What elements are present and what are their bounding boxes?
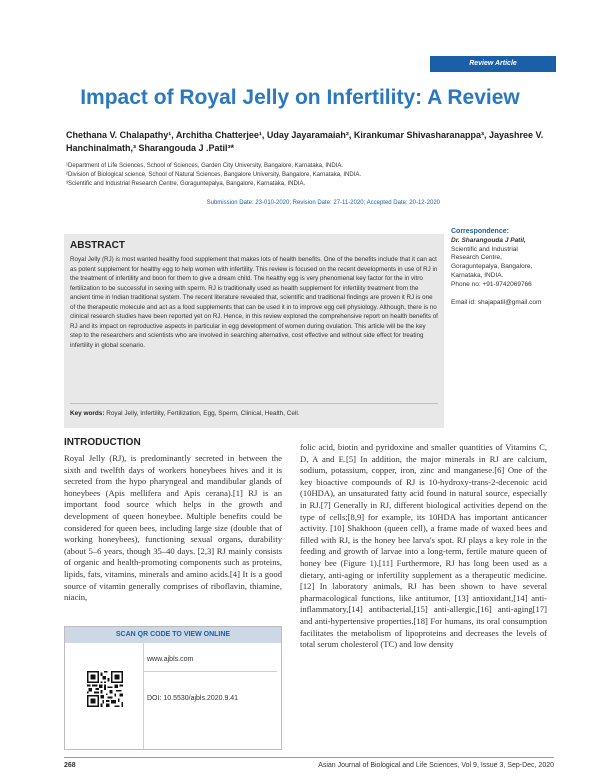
correspondence-email[interactable]: Email id: shajapatil@gmail.com [451,298,542,306]
article-type-badge: Review Article [430,56,556,72]
abstract-text: Royal Jelly (RJ) is most wanted healthy food supplement that makes lots of health benefits. One of the benefits include that it can act as potent supplement for healthy egg to help women with infertility. This review is focused on the recent developments in use of RJ in the treatment of infertility and boon for them to give a dream child. The healthy egg is very phenomenal key factor for the in vitro fertilization to be successful in sexing with sperm. RJ is traditionally used as health supplement for infertility treatment from the ancient time in Indian traditional system. The recent literature revealed that, scientific and traditional findings are proven it RJ is one of the therapeutic molecule and act as a food supplements that can be used it in to improve egg cell physiology. Although, there is no clinical research studies have been reported yet on RJ. Hence, in this review explored the comprehensive report on health benefits of RJ and its impact on reproductive aspects in particular in egg development of women during ovulation. This article will be the key step to the researchers and scientists who are involved in searching alternative, cost effective and without side effect for treating infertility in global scenario. [70,256,438,349]
affiliation-item: ²Division of Biological science, School of Natural Sciences, Bangalore University, Bangalore, Karnataka, INDIA. [66,172,362,178]
introduction-heading: INTRODUCTION [64,437,141,448]
qr-heading: SCAN QR CODE TO VIEW ONLINE [65,627,281,643]
correspondence-heading: Correspondence: [451,228,509,235]
doi-link[interactable]: DOI: 10.5530/ajbls.2020.9.41 [147,695,239,702]
keywords-text: Royal Jelly, Infertility, Fertilization, Egg, Sperm, Clinical, Health, Cell. [106,410,300,417]
intro-right-column: folic acid, biotin and pyridoxine and smaller quantities of Vitamins C, D, A and E.[5] In addition, the major minerals in RJ are calcium, sodium, potassium, copper, iron, zinc and manganese.[6] One of the key bioactive compounds of RJ is 10-hydroxy-trans-2-decenoic acid (10HDA), an unsaturated fatty acid found in natural source, especially in RJ.[7] Generally in RJ, different biological activities depend on the type of cells;[8,9] for example, its 10HDA has important anticancer activity. [10] Shakhoon (queen cell), a frame made of waxed bees and filled with RJ, is the honey bee larva's spot. RJ plays a key role in the feeding and growth of larvae into a long-term, fertile mature queen of honey bee (Figure 1).[11] Furthermore, RJ has long been used as a dietary, anti-aging or infertility supplement as a therapeutic medicine.[12] In laboratory animals, RJ has been shown to have several pharmacological functions, like antitumor, [13] antioxidant,[14] anti-inflammatory,[14] antibacterial,[15] anti-allergic,[16] anti-aging[17] and anti-hypertensive properties.[18] For humans, its oral consumption facilitates the metabolism of lipoproteins and decreases the levels of total serum cholesterol (TC) and low density [300,442,547,650]
qr-code-icon[interactable] [87,671,123,707]
abstract-box [64,234,444,428]
correspondence-address: Scientific and Industrial Research Centre, Goraguntepalya, Bangalore, Karnataka, INDIA. [451,245,533,279]
keywords-label: Key words: [70,410,105,417]
affiliation-list [66,162,550,189]
abstract-divider [70,403,438,404]
correspondence-name: Dr. Sharangouda J Patil, [451,236,526,244]
journal-citation: Asian Journal of Biological and Life Sciences, Vol 9, Issue 3, Sep-Dec, 2020 [318,762,554,769]
affiliation-item: ¹Department of Life Sciences, School of Sciences, Garden City University, Bangalore, Karnataka, INDIA. [66,163,344,169]
journal-website-link[interactable]: www.ajbls.com [143,649,277,672]
abstract-heading: ABSTRACT [70,240,125,251]
article-title: Impact of Royal Jelly on Infertility: A Review [80,86,520,109]
page-number: 268 [64,762,76,769]
qr-code-box [64,626,282,750]
footer-divider [64,757,554,758]
submission-dates: Submission Date: 23-010-2020; Revision Date: 27-11-2020; Accepted Date: 20-12-2020 [206,200,440,206]
intro-left-column: Royal Jelly (RJ), is predominantly secreted in between the sixth and twelfth days of workers honeybees hives and it is secreted from the hypo pharyngeal and mandibular glands of honeybees (Apis mellifera and Apis cerana).[1] RJ is an important food source which helps in the growth and development of queen honeybee. Multiple benefits could be considered for queen bees, including large size (double that of working honeybees), functioning sexual organs, durability (about 5–6 years, though 35–40 days. [2,3] RJ mainly consists of organic and health-promoting components such as proteins, lipids, fats, vitamins, minerals and amino acids.[4] It is a good source of vitamin generally comprises of riboflavin, thiamine, niacin, [64,453,282,603]
correspondence-panel [451,228,547,307]
correspondence-phone: Phone no: +91-9742069766 [451,280,532,288]
keywords-line [70,409,438,418]
affiliation-item: ³Scientific and Industrial Research Centre, Goraguntepalya, Bangalore, Karnataka, INDIA. [66,181,306,187]
author-list: Chethana V. Chalapathy¹, Architha Chatterjee¹, Uday Jayaramaiah², Kirankumar Shivasharanappa³, Jayashree V. Hanchinalmath,³ Sharangouda J .Patil³* [66,130,544,153]
